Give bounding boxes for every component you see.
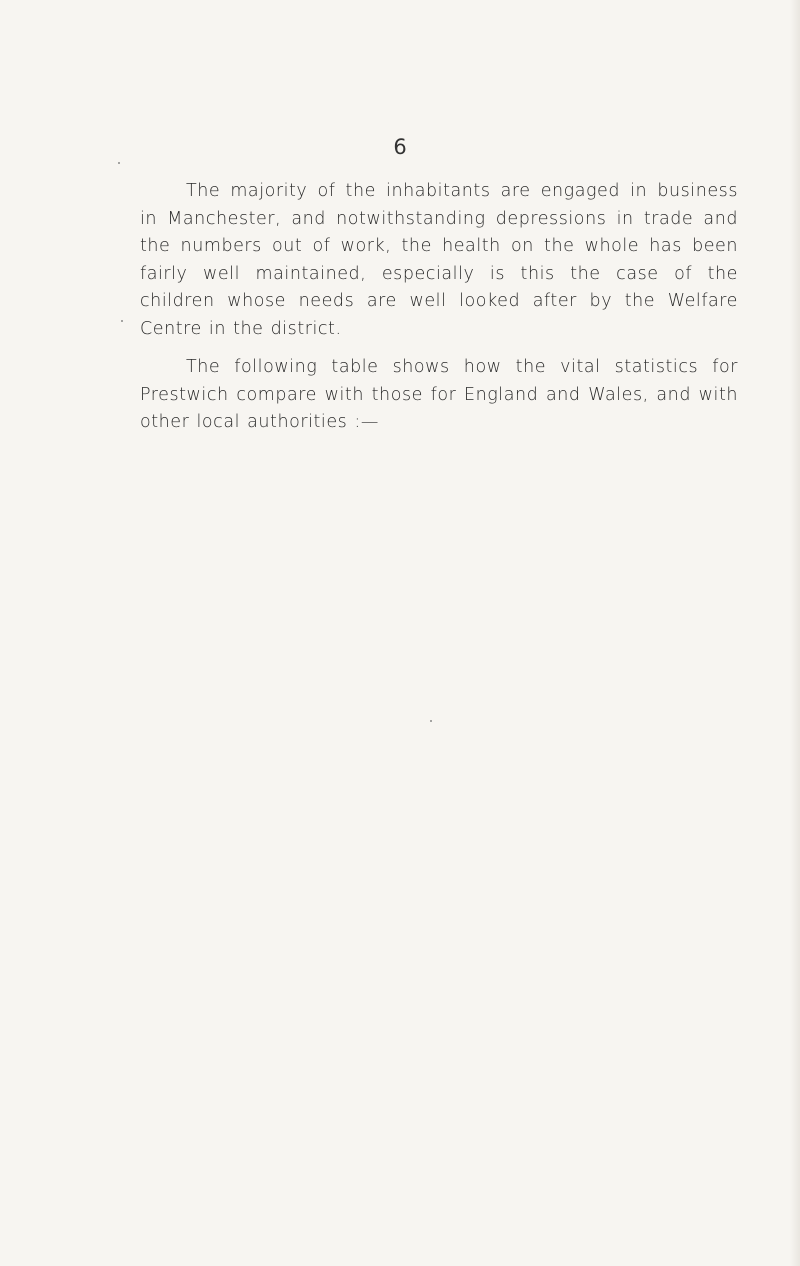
paragraph-health-overview: The majority of the inhabitants are engaged in business in Manchester, and notwithstanding depressions in trade and the numbers out of work, the health on the whole has been fairly well maintained, especially is this the case of the children whose needs are well looked after by the Welfare Centre in the district. [140, 181, 738, 339]
page-edge-shadow [790, 0, 800, 1266]
page-number: 6 [393, 135, 407, 159]
paragraph-table-intro: The following table shows how the vital statistics for Prestwich compare with those for England and Wales, and with other local authorities :— [140, 357, 738, 432]
scan-speck [430, 720, 432, 722]
scan-speck [118, 162, 120, 164]
scan-speck [121, 320, 123, 322]
document-body [140, 178, 738, 437]
